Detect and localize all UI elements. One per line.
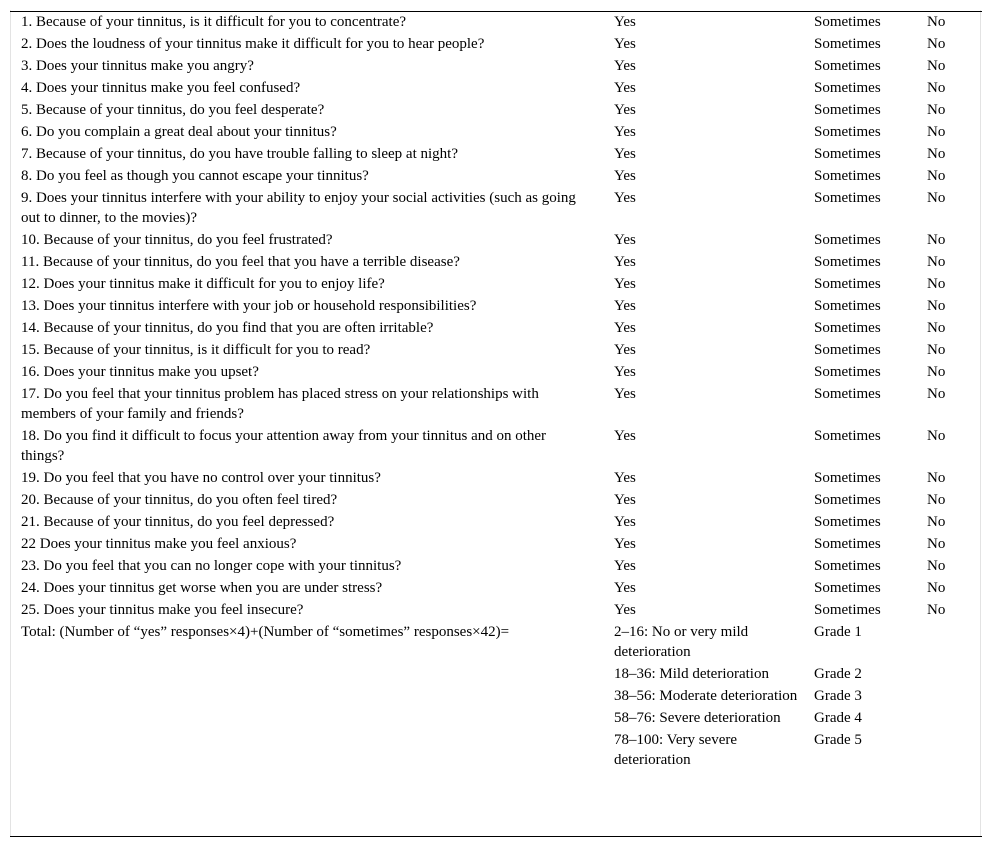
total-formula: Total: (Number of “yes” responses×4)+(Number of “sometimes” responses×42)= [21,624,510,640]
total-row [11,622,981,664]
answer-yes: Yes [614,558,636,574]
answer-yes: Yes [614,58,636,74]
answer-no: No [927,492,946,508]
question-text: 7. Because of your tinnitus, do you have trouble falling to sleep at night? [21,146,458,162]
answer-yes: Yes [614,276,636,292]
answer-yes: Yes [614,342,636,358]
table-row [11,600,981,622]
answer-no: No [927,58,946,74]
answer-sometimes: Sometimes [814,36,881,52]
question-text: 12. Does your tinnitus make it difficult for you to enjoy life? [21,276,385,292]
score-range: 18–36: Mild deterioration [614,666,769,682]
answer-yes: Yes [614,254,636,270]
answer-sometimes: Sometimes [814,298,881,314]
answer-yes: Yes [614,298,636,314]
table-row [11,274,981,296]
table-row [11,490,981,512]
grade-label: Grade 3 [814,688,862,704]
answer-yes: Yes [614,428,636,444]
answer-sometimes: Sometimes [814,364,881,380]
answer-sometimes: Sometimes [814,124,881,140]
answer-sometimes: Sometimes [814,320,881,336]
table-row [11,384,981,426]
answer-sometimes: Sometimes [814,168,881,184]
answer-no: No [927,470,946,486]
answer-no: No [927,232,946,248]
answer-no: No [927,124,946,140]
answer-yes: Yes [614,14,636,30]
answer-yes: Yes [614,602,636,618]
table-row [11,78,981,100]
answer-no: No [927,102,946,118]
question-text: 2. Does the loudness of your tinnitus make it difficult for you to hear people? [21,36,485,52]
answer-sometimes: Sometimes [814,254,881,270]
answer-no: No [927,298,946,314]
answer-yes: Yes [614,492,636,508]
empty-cell [917,730,981,772]
question-text: 11. Because of your tinnitus, do you feel that you have a terrible disease? [21,254,460,270]
table-row [11,144,981,166]
answer-yes: Yes [614,80,636,96]
question-text: 9. Does your tinnitus interfere with your ability to enjoy your social activities (such as going out to dinner, to the movies)? [21,190,576,226]
answer-sometimes: Sometimes [814,58,881,74]
answer-yes: Yes [614,470,636,486]
score-range: 2–16: No or very mild deterioration [614,624,749,660]
answer-sometimes: Sometimes [814,602,881,618]
answer-no: No [927,342,946,358]
question-text: 19. Do you feel that you have no control over your tinnitus? [21,470,381,486]
answer-sometimes: Sometimes [814,580,881,596]
grade-label: Grade 4 [814,710,862,726]
answer-yes: Yes [614,320,636,336]
empty-cell [917,664,981,686]
question-text: 5. Because of your tinnitus, do you feel desperate? [21,102,325,118]
question-text: 20. Because of your tinnitus, do you often feel tired? [21,492,338,508]
empty-cell [917,708,981,730]
answer-no: No [927,580,946,596]
score-range: 38–56: Moderate deterioration [614,688,798,704]
answer-yes: Yes [614,232,636,248]
answer-sometimes: Sometimes [814,470,881,486]
table-row [11,318,981,340]
answer-no: No [927,168,946,184]
answer-no: No [927,36,946,52]
empty-cell [917,686,981,708]
table-row [11,166,981,188]
question-text: 17. Do you feel that your tinnitus problem has placed stress on your relationships with members of your family and friends? [21,386,539,422]
table-row [11,468,981,490]
question-text: 4. Does your tinnitus make you feel confused? [21,80,301,96]
answer-sometimes: Sometimes [814,536,881,552]
answer-sometimes: Sometimes [814,558,881,574]
question-text: 13. Does your tinnitus interfere with your job or household responsibilities? [21,298,477,314]
answer-yes: Yes [614,514,636,530]
table-row [11,340,981,362]
answer-no: No [927,428,946,444]
answer-no: No [927,364,946,380]
question-text: 25. Does your tinnitus make you feel insecure? [21,602,304,618]
table-row [11,252,981,274]
answer-yes: Yes [614,580,636,596]
question-text: 16. Does your tinnitus make you upset? [21,364,259,380]
table-row [11,556,981,578]
answer-sometimes: Sometimes [814,428,881,444]
answer-no: No [927,386,946,402]
question-text: 14. Because of your tinnitus, do you find that you are often irritable? [21,320,434,336]
answer-sometimes: Sometimes [814,492,881,508]
grade-label: Grade 1 [814,624,862,640]
table-row [11,362,981,384]
table-row [11,188,981,230]
question-text: 8. Do you feel as though you cannot escape your tinnitus? [21,168,369,184]
table-row [11,534,981,556]
answer-yes: Yes [614,102,636,118]
question-text: 6. Do you complain a great deal about your tinnitus? [21,124,337,140]
table-bottom-rule [10,836,982,837]
grade-label: Grade 2 [814,666,862,682]
answer-sometimes: Sometimes [814,232,881,248]
table-row [11,230,981,252]
score-range: 78–100: Very severe deterioration [614,732,738,768]
answer-yes: Yes [614,386,636,402]
answer-no: No [927,80,946,96]
answer-sometimes: Sometimes [814,276,881,292]
question-text: 23. Do you feel that you can no longer cope with your tinnitus? [21,558,402,574]
answer-no: No [927,146,946,162]
question-text: 24. Does your tinnitus get worse when you are under stress? [21,580,383,596]
answer-yes: Yes [614,364,636,380]
question-text: 18. Do you find it difficult to focus your attention away from your tinnitus and on other things? [21,428,547,464]
answer-sometimes: Sometimes [814,514,881,530]
tinnitus-handicap-inventory-table [11,12,981,772]
table-row [11,100,981,122]
answer-yes: Yes [614,36,636,52]
answer-sometimes: Sometimes [814,342,881,358]
answer-yes: Yes [614,124,636,140]
answer-no: No [927,254,946,270]
answer-sometimes: Sometimes [814,80,881,96]
answer-sometimes: Sometimes [814,146,881,162]
answer-no: No [927,320,946,336]
answer-no: No [927,514,946,530]
table-row [11,34,981,56]
answer-yes: Yes [614,168,636,184]
table-row [11,296,981,318]
grade-label: Grade 5 [814,732,862,748]
answer-sometimes: Sometimes [814,190,881,206]
table-row [11,12,981,34]
answer-no: No [927,14,946,30]
question-text: 15. Because of your tinnitus, is it difficult for you to read? [21,342,371,358]
answer-sometimes: Sometimes [814,14,881,30]
question-text: 21. Because of your tinnitus, do you feel depressed? [21,514,335,530]
answer-yes: Yes [614,536,636,552]
answer-sometimes: Sometimes [814,386,881,402]
question-text: 1. Because of your tinnitus, is it difficult for you to concentrate? [21,14,407,30]
table-row [11,56,981,78]
table-row [11,578,981,600]
question-text: 3. Does your tinnitus make you angry? [21,58,254,74]
answer-no: No [927,536,946,552]
table-body [11,12,981,772]
answer-no: No [927,558,946,574]
table-row [11,512,981,534]
answer-no: No [927,276,946,292]
answer-sometimes: Sometimes [814,102,881,118]
question-text: 10. Because of your tinnitus, do you feel frustrated? [21,232,333,248]
question-text: 22 Does your tinnitus make you feel anxious? [21,536,297,552]
table-row [11,122,981,144]
empty-cell [917,622,981,664]
answer-no: No [927,602,946,618]
answer-no: No [927,190,946,206]
answer-yes: Yes [614,190,636,206]
table-row [11,426,981,468]
score-range: 58–76: Severe deterioration [614,710,781,726]
answer-yes: Yes [614,146,636,162]
